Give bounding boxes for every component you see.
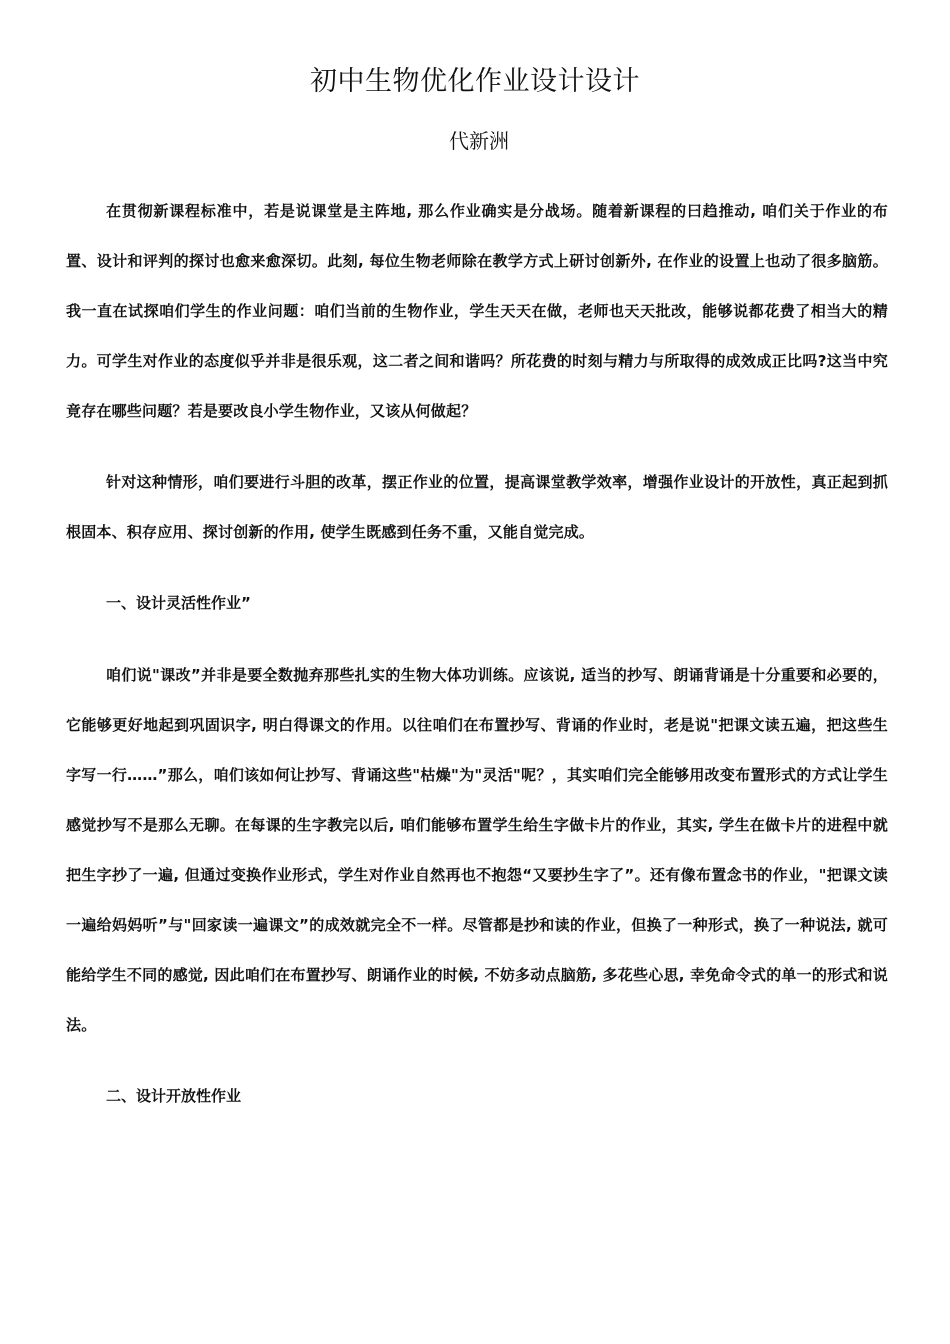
- section1-paragraph: 咱们说"课改”并非是要全数抛弃那些扎实的生物大体功训练。应该说, 适当的抄写、朗诵背诵是十分重要和必要的，它能够更好地起到巩固识字, 明白得课文的作用。以往咱们在布置抄写、背诵的作业时，老是说"把课文读五遍，把这些生字写一行……”那么，咱们该如何让抄写、背诵这些"枯燥"为"灵活"呢？，其实咱们完全能够用改变布置形式的方式让学生感觉抄写不是那么无聊。在每课的生字教完以后, 咱们能够布置学生给生字做卡片的作业，其实, 学生在做卡片的进程中就把生字抄了一遍, 但通过变换作业形式，学生对作业自然再也不抱怨“又要抄生字了”。还有像布置念书的作业，"把课文读一遍给妈妈听”与"回家读一遍课文”的成效就完全不一样。尽管都是抄和读的作业，但换了一种形式，换了一种说法, 就可能给学生不同的感觉, 因此咱们在布置抄写、朗诵作业的时候, 不妨多动点脑筋, 多花些心思, 幸免命令式的单一的形式和说法。: [66, 666, 888, 1034]
- reform-paragraph: 针对这种情形，咱们要进行斗胆的改革，摆正作业的位置，提高课堂教学效率，增强作业设计的开放性，真正起到抓根固本、积存应用、探讨创新的作用, 使学生既感到任务不重，又能自觉完成。: [66, 473, 888, 541]
- section-heading-2: 二、设计开放性作业: [106, 1087, 242, 1105]
- document-title: 初中生物优化作业设计设计: [310, 66, 640, 97]
- section-heading-1: 一、设计灵活性作业”: [106, 594, 251, 612]
- intro-paragraph: 在贯彻新课程标准中，若是说课堂是主阵地, 那么作业确实是分战场。随着新课程的曰趋推动, 咱们关于作业的布置、设计和评判的探讨也愈来愈深切。此刻, 每位生物老师除在教学方式上研讨创新外, 在作业的设置上也动了很多脑筋。我一直在试探咱们学生的作业问题：咱们当前的生物作业，学生天天在做，老师也天天批改，能够说都花费了相当大的精力。可学生对作业的态度似乎并非是很乐观，这二者之间和谐吗？所花费的时刻与精力与所取得的成效成正比吗?这当中究竟存在哪些问题？若是要改良小学生物作业，又该从何做起？: [66, 202, 888, 420]
- document-author: 代新洲: [449, 129, 509, 153]
